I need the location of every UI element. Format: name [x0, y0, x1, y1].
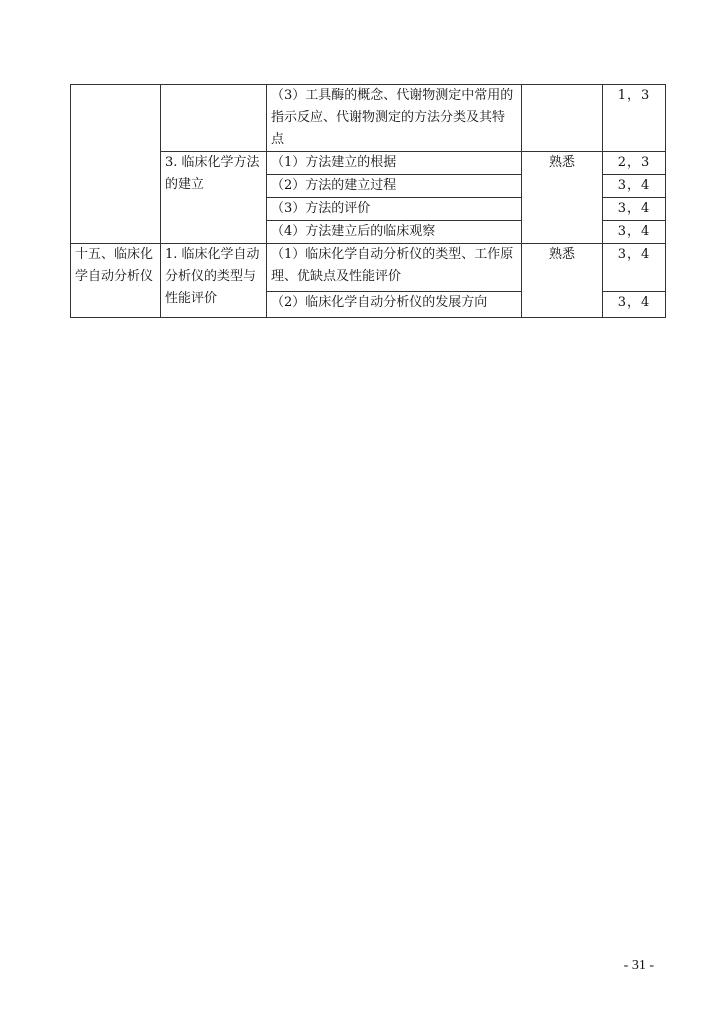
content-cell: （3）方法的评价	[267, 198, 522, 221]
topic-cell: 十五、临床化学自动分析仪	[71, 244, 161, 318]
level-cell: 熟悉	[522, 244, 603, 318]
content-cell: （2）临床化学自动分析仪的发展方向	[267, 292, 522, 318]
ref-cell: 3，4	[603, 221, 666, 244]
topic-cell-empty	[71, 85, 161, 244]
content-cell: （3）工具酶的概念、代谢物测定中常用的指示反应、代谢物测定的方法分类及其特点	[267, 85, 522, 152]
level-cell-empty	[522, 85, 603, 152]
table-row	[71, 85, 666, 152]
table-row	[71, 244, 666, 292]
level-cell: 熟悉	[522, 152, 603, 244]
syllabus-table	[70, 84, 666, 318]
ref-cell: 3，4	[603, 244, 666, 292]
table-row	[71, 152, 666, 175]
ref-cell: 2，3	[603, 152, 666, 175]
ref-cell: 3，4	[603, 292, 666, 318]
ref-cell: 3，4	[603, 175, 666, 198]
subtopic-cell: 1. 临床化学自动分析仪的类型与性能评价	[161, 244, 267, 318]
subtopic-cell: 3. 临床化学方法的建立	[161, 152, 267, 244]
content-cell: （2）方法的建立过程	[267, 175, 522, 198]
ref-cell: 3，4	[603, 198, 666, 221]
subtopic-cell-empty	[161, 85, 267, 152]
page-number: - 31 -	[623, 958, 654, 973]
ref-cell: 1，3	[603, 85, 666, 152]
content-cell: （1）方法建立的根据	[267, 152, 522, 175]
content-cell: （1）临床化学自动分析仪的类型、工作原理、优缺点及性能评价	[267, 244, 522, 292]
content-cell: （4）方法建立后的临床观察	[267, 221, 522, 244]
